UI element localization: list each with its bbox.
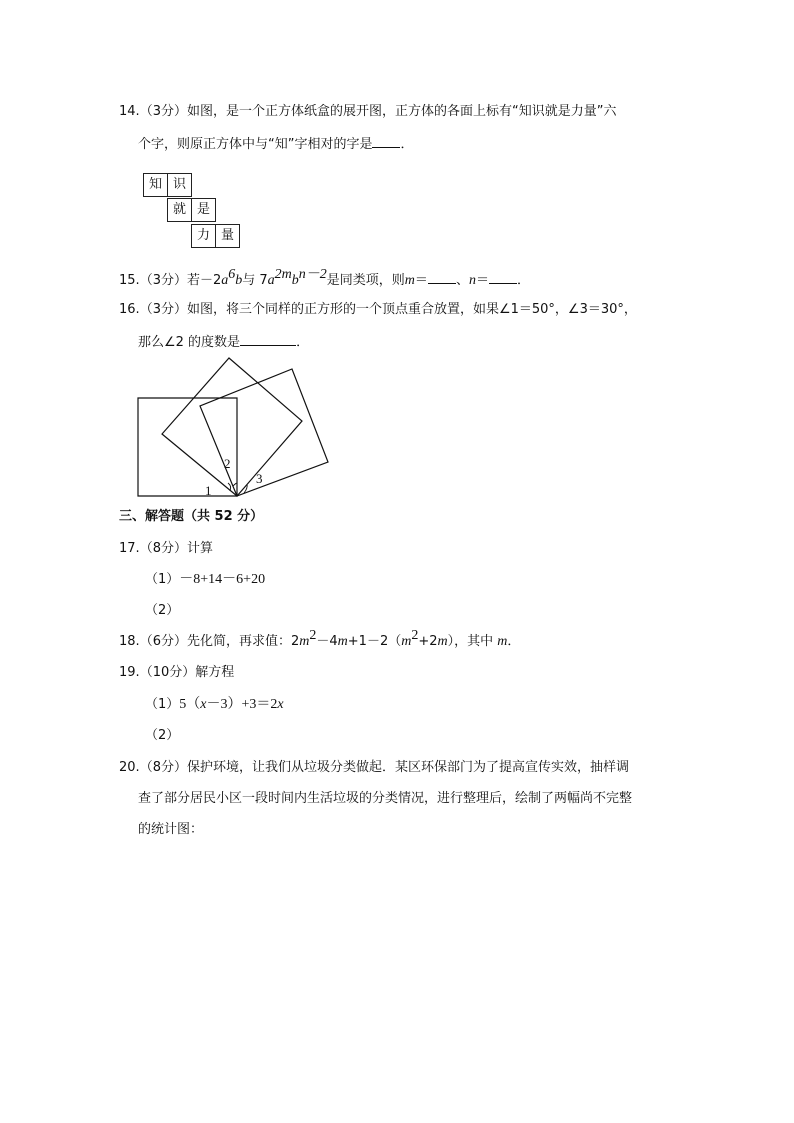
q20-text-2: 查了部分居民小区一段时间内生活垃圾的分类情况，进行整理后，绘制了两幅尚不完整: [138, 791, 633, 806]
q18-number: 18.: [119, 634, 140, 649]
q16-number: 16.: [119, 302, 140, 317]
q15-period: ．: [516, 273, 530, 288]
angle-label-1: 1: [205, 483, 212, 498]
q15-exp-2m: 2m: [274, 267, 292, 282]
q16-line2: [138, 333, 309, 351]
q18-var-m5: m: [497, 634, 508, 649]
q15-text-1: 若－2: [186, 273, 222, 288]
q17-number: 17.: [119, 541, 140, 556]
q17-part1-expression: －8+14－6+20: [179, 572, 266, 587]
q18-var-m2: m: [337, 634, 348, 649]
q15-score: （3分）: [139, 273, 187, 288]
q15-var-b2: b: [291, 273, 299, 288]
q16-answer-blank: [240, 333, 296, 346]
q15-exp-6: 6: [228, 267, 236, 282]
q17-line: [119, 541, 213, 557]
q20-score: （8分）: [139, 760, 187, 775]
q18-var-m1: m: [299, 634, 310, 649]
q14-line2: [138, 135, 414, 153]
q15-line: [119, 267, 530, 289]
angle-arc-2: [233, 483, 237, 486]
q15-var-n: n: [468, 273, 476, 288]
q20-line1: [119, 760, 629, 776]
cube-net-figure: [143, 173, 245, 250]
q14-text-2: 个字，则原正方体中与“知”字相对的字是: [138, 137, 373, 152]
q14-text-1: 如图，是一个正方体纸盒的展开图，正方体的各面上标有“知识就是力量”六: [186, 104, 617, 119]
net-cell-4: 是: [191, 198, 216, 222]
q19-var-x2: x: [277, 697, 284, 712]
q20-number: 20.: [119, 760, 140, 775]
q15-text-2: 与 7: [242, 273, 268, 288]
q18-period: ．: [507, 634, 521, 649]
q17-score: （8分）: [139, 541, 187, 556]
q15-var-m: m: [404, 273, 415, 288]
q18-text-5: ），其中: [447, 634, 494, 649]
q19-part2-label: （2）: [145, 728, 180, 743]
q14-score: （3分）: [139, 104, 187, 119]
q15-var-b: b: [235, 273, 243, 288]
q15-separator: 、: [455, 273, 469, 288]
net-cell-1: 知: [143, 173, 168, 197]
q20-text-3: 的统计图：: [138, 822, 204, 837]
net-cell-2: 识: [167, 173, 192, 197]
q16-period: ．: [296, 335, 310, 350]
q15-equals-2: ＝: [475, 273, 489, 288]
q15-blank-n: [489, 271, 517, 284]
three-squares-figure: [130, 352, 335, 502]
q15-equals-1: ＝: [414, 273, 428, 288]
net-cell-3: 就: [167, 198, 192, 222]
q14-answer-blank: [372, 135, 400, 148]
q14-period: ．: [400, 137, 414, 152]
q18-exp-1: 2: [309, 628, 317, 643]
q17-part1: [145, 572, 265, 588]
q19-line: [119, 665, 234, 681]
q18-var-m4: m: [437, 634, 448, 649]
q16-text-1: 如图，将三个同样的正方形的一个顶点重合放置，如果∠1＝50°，∠3＝30°，: [186, 302, 637, 317]
q14-number: 14.: [119, 104, 140, 119]
q19-part2: [145, 728, 179, 744]
q19-title: 解方程: [195, 665, 235, 680]
q17-part2: [145, 603, 179, 619]
q19-number: 19.: [119, 665, 140, 680]
q18-text-1: 先化简，再求值：2: [186, 634, 300, 649]
q19-score: （10分）: [139, 665, 196, 680]
net-cell-6: 量: [215, 224, 240, 248]
q18-text-3: +1－2（: [347, 634, 402, 649]
net-cell-5: 力: [191, 224, 216, 248]
q15-text-3: 是同类项，则: [326, 273, 405, 288]
q18-line: [119, 628, 521, 650]
q19-part1-label: （1）: [145, 697, 180, 712]
q15-var-a: a: [221, 273, 229, 288]
q17-title: 计算: [186, 541, 213, 556]
q20-text-1: 保护环境，让我们从垃圾分类做起．某区环保部门为了提高宣传实效，抽样调: [186, 760, 629, 775]
q16-score: （3分）: [139, 302, 187, 317]
q18-score: （6分）: [139, 634, 187, 649]
q19-var-x1: x: [200, 697, 207, 712]
q18-text-2: －4: [316, 634, 338, 649]
q15-number: 15.: [119, 273, 140, 288]
q15-blank-m: [428, 271, 456, 284]
q19-part1-text-b: －3）+3＝2: [206, 697, 278, 712]
q20-line2: [138, 791, 632, 807]
q17-part2-label: （2）: [145, 603, 180, 618]
angle-label-2: 2: [224, 456, 231, 471]
square-upright: [138, 398, 237, 496]
q17-part1-label: （1）: [145, 572, 180, 587]
q14-line1: [119, 104, 616, 120]
square-tilted-left: [162, 358, 302, 496]
q18-var-m3: m: [401, 634, 412, 649]
angle-label-3: 3: [256, 471, 263, 486]
q20-line3: [138, 822, 203, 838]
section-3-heading: 三、解答题（共 52 分）: [119, 509, 264, 524]
q16-line1: [119, 302, 637, 318]
q19-part1-text-a: 5（: [179, 697, 201, 712]
q15-var-a2: a: [267, 273, 275, 288]
q16-text-2: 那么∠2 的度数是: [138, 335, 241, 350]
q19-part1: [145, 697, 284, 713]
q15-exp-n: n－2: [298, 267, 327, 282]
q18-exp-3: 2: [411, 628, 419, 643]
q18-text-4: +2: [418, 634, 438, 649]
